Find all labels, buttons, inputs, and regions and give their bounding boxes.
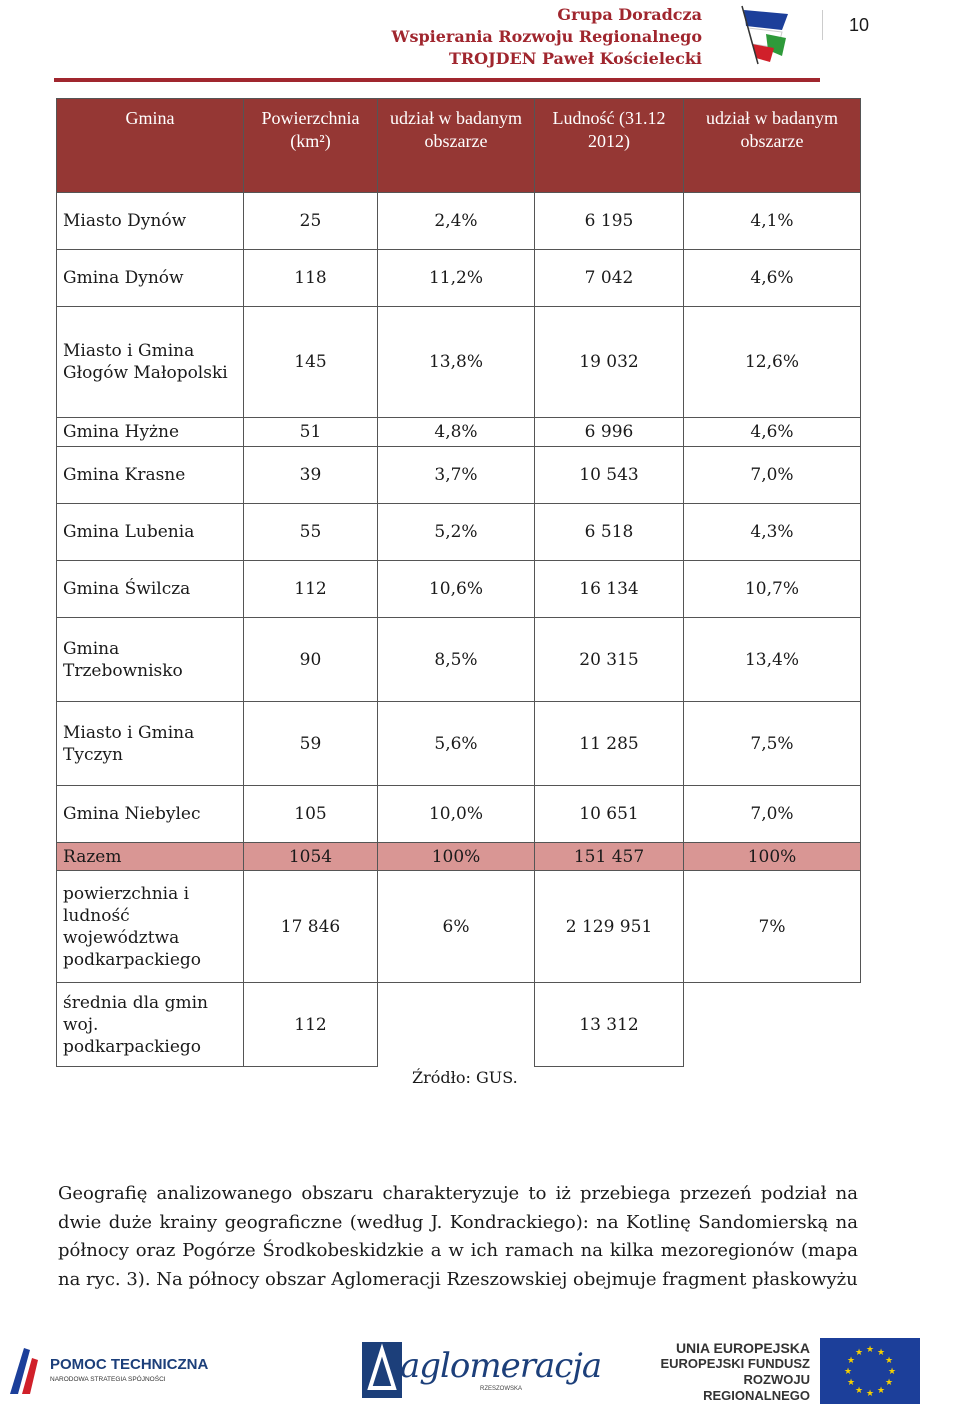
aglomeracja-emblem-icon	[360, 1338, 404, 1402]
area-share-cell: 11,2%	[378, 250, 535, 307]
voivodeship-population: 2 129 951	[535, 871, 684, 983]
svg-text:★: ★	[887, 1367, 897, 1377]
total-population: 151 457	[535, 843, 684, 871]
eu-line-2: EUROPEJSKI FUNDUSZ	[660, 1356, 810, 1371]
table-row	[57, 504, 861, 561]
population-cell: 16 134	[535, 561, 684, 618]
org-line-3: TROJDEN Paweł Kościelecki	[448, 49, 702, 68]
population-share-cell: 4,3%	[684, 504, 861, 561]
area-share-cell: 4,8%	[378, 418, 535, 447]
empty-cell	[684, 983, 861, 1067]
gmina-cell: Gmina Świlcza	[57, 561, 244, 618]
data-table	[56, 98, 861, 1067]
header-rule	[54, 78, 820, 82]
population-share-cell: 7,0%	[684, 786, 861, 843]
table-row	[57, 786, 861, 843]
aglomeracja-word: aglomeracja	[400, 1346, 602, 1386]
voivodeship-label: powierzchnia i ludność województwa podkarpackiego	[57, 871, 244, 983]
svg-text:★: ★	[876, 1386, 886, 1396]
gmina-cell: Gmina Trzebownisko	[57, 618, 244, 702]
ribbon-icon	[8, 1346, 44, 1396]
svg-text:★: ★	[865, 1345, 875, 1355]
gmina-cell: Miasto i Gmina Głogów Małopolski	[57, 307, 244, 418]
table-row	[57, 447, 861, 504]
table-header-row	[57, 99, 861, 193]
table-row	[57, 561, 861, 618]
gmina-cell: Gmina Niebylec	[57, 786, 244, 843]
eu-flag-icon	[820, 1338, 920, 1404]
area-cell: 112	[244, 561, 378, 618]
svg-text:★: ★	[846, 1356, 856, 1366]
population-cell: 19 032	[535, 307, 684, 418]
pomoc-title: POMOC TECHNICZNA	[50, 1356, 209, 1373]
population-cell: 10 543	[535, 447, 684, 504]
area-cell: 118	[244, 250, 378, 307]
area-share-cell: 5,6%	[378, 702, 535, 786]
gmina-cell: Gmina Dynów	[57, 250, 244, 307]
total-row	[57, 843, 861, 871]
area-cell: 25	[244, 193, 378, 250]
page-footer	[0, 1330, 960, 1411]
table-row	[57, 418, 861, 447]
population-share-cell: 7,5%	[684, 702, 861, 786]
svg-text:★: ★	[854, 1348, 864, 1358]
eu-text	[640, 1340, 810, 1404]
header-cell: Ludność (31.12 2012)	[535, 99, 684, 193]
body-paragraph: Geografię analizowanego obszaru charakteryzuje to iż przebiega przezeń podział na dwie duże krainy geograficzne (według J. Kondrackiego): na Kotlinę Sandomierską na północy oraz Pogórze Środkobeskidzkie a w ich ramach na kilka mezoregionów (mapa na ryc. 3). Na północy obszar Aglomeracji Rzeszowskiej obejmuje fragment płaskowyżu	[58, 1183, 858, 1290]
average-area: 112	[244, 983, 378, 1067]
population-cell: 10 651	[535, 786, 684, 843]
population-share-cell: 12,6%	[684, 307, 861, 418]
area-cell: 51	[244, 418, 378, 447]
table-row	[57, 250, 861, 307]
population-share-cell: 4,1%	[684, 193, 861, 250]
gmina-cell: Gmina Krasne	[57, 447, 244, 504]
population-cell: 6 195	[535, 193, 684, 250]
svg-text:★: ★	[854, 1386, 864, 1396]
area-cell: 90	[244, 618, 378, 702]
voivodeship-area-share: 6%	[378, 871, 535, 983]
area-cell: 105	[244, 786, 378, 843]
area-share-cell: 13,8%	[378, 307, 535, 418]
table-row	[57, 702, 861, 786]
aglomeracja-sub: RZESZOWSKA	[480, 1386, 523, 1392]
voivodeship-area: 17 846	[244, 871, 378, 983]
table-row	[57, 618, 861, 702]
area-cell: 55	[244, 504, 378, 561]
total-area-share: 100%	[378, 843, 535, 871]
org-line-2: Wspierania Rozwoju Regionalnego	[391, 27, 702, 46]
area-cell: 59	[244, 702, 378, 786]
gmina-cell: Miasto i Gmina Tyczyn	[57, 702, 244, 786]
population-cell: 6 996	[535, 418, 684, 447]
population-cell: 20 315	[535, 618, 684, 702]
population-share-cell: 7,0%	[684, 447, 861, 504]
population-share-cell: 4,6%	[684, 418, 861, 447]
table-source: Źródło: GUS.	[412, 1068, 518, 1087]
svg-text:★: ★	[843, 1367, 853, 1377]
area-share-cell: 3,7%	[378, 447, 535, 504]
svg-text:★: ★	[865, 1389, 875, 1399]
average-population: 13 312	[535, 983, 684, 1067]
svg-text:★: ★	[846, 1378, 856, 1388]
voivodeship-row	[57, 871, 861, 983]
org-name	[391, 4, 702, 70]
average-row	[57, 983, 861, 1067]
svg-text:★: ★	[876, 1348, 886, 1358]
total-population-share: 100%	[684, 843, 861, 871]
header-cell: Powierzchnia (km²)	[244, 99, 378, 193]
population-share-cell: 13,4%	[684, 618, 861, 702]
population-share-cell: 10,7%	[684, 561, 861, 618]
org-logo-icon	[738, 4, 796, 66]
gmina-cell: Gmina Hyżne	[57, 418, 244, 447]
svg-text:★: ★	[884, 1378, 894, 1388]
area-cell: 145	[244, 307, 378, 418]
header-cell: Gmina	[57, 99, 244, 193]
empty-cell	[378, 983, 535, 1067]
area-share-cell: 10,6%	[378, 561, 535, 618]
total-area: 1054	[244, 843, 378, 871]
table-row	[57, 307, 861, 418]
area-cell: 39	[244, 447, 378, 504]
table-row	[57, 193, 861, 250]
area-share-cell: 2,4%	[378, 193, 535, 250]
aglomeracja-logo	[360, 1338, 602, 1402]
area-share-cell: 10,0%	[378, 786, 535, 843]
area-share-cell: 5,2%	[378, 504, 535, 561]
population-cell: 11 285	[535, 702, 684, 786]
average-label: średnia dla gmin woj. podkarpackiego	[57, 983, 244, 1067]
eu-line-1: UNIA EUROPEJSKA	[675, 1340, 810, 1356]
gmina-cell: Miasto Dynów	[57, 193, 244, 250]
page-number: 10	[822, 10, 960, 40]
svg-text:★: ★	[884, 1356, 894, 1366]
population-cell: 6 518	[535, 504, 684, 561]
pomoc-subtitle: NARODOWA STRATEGIA SPÓJNOŚCI	[50, 1376, 166, 1383]
area-share-cell: 8,5%	[378, 618, 535, 702]
population-share-cell: 4,6%	[684, 250, 861, 307]
voivodeship-population-share: 7%	[684, 871, 861, 983]
page-header	[0, 0, 960, 90]
eu-line-3: ROZWOJU REGIONALNEGO	[703, 1372, 810, 1403]
population-cell: 7 042	[535, 250, 684, 307]
gmina-cell: Gmina Lubenia	[57, 504, 244, 561]
total-label: Razem	[57, 843, 244, 871]
header-cell: udział w badanym obszarze	[684, 99, 861, 193]
org-line-1: Grupa Doradcza	[557, 5, 702, 24]
header-cell: udział w badanym obszarze	[378, 99, 535, 193]
